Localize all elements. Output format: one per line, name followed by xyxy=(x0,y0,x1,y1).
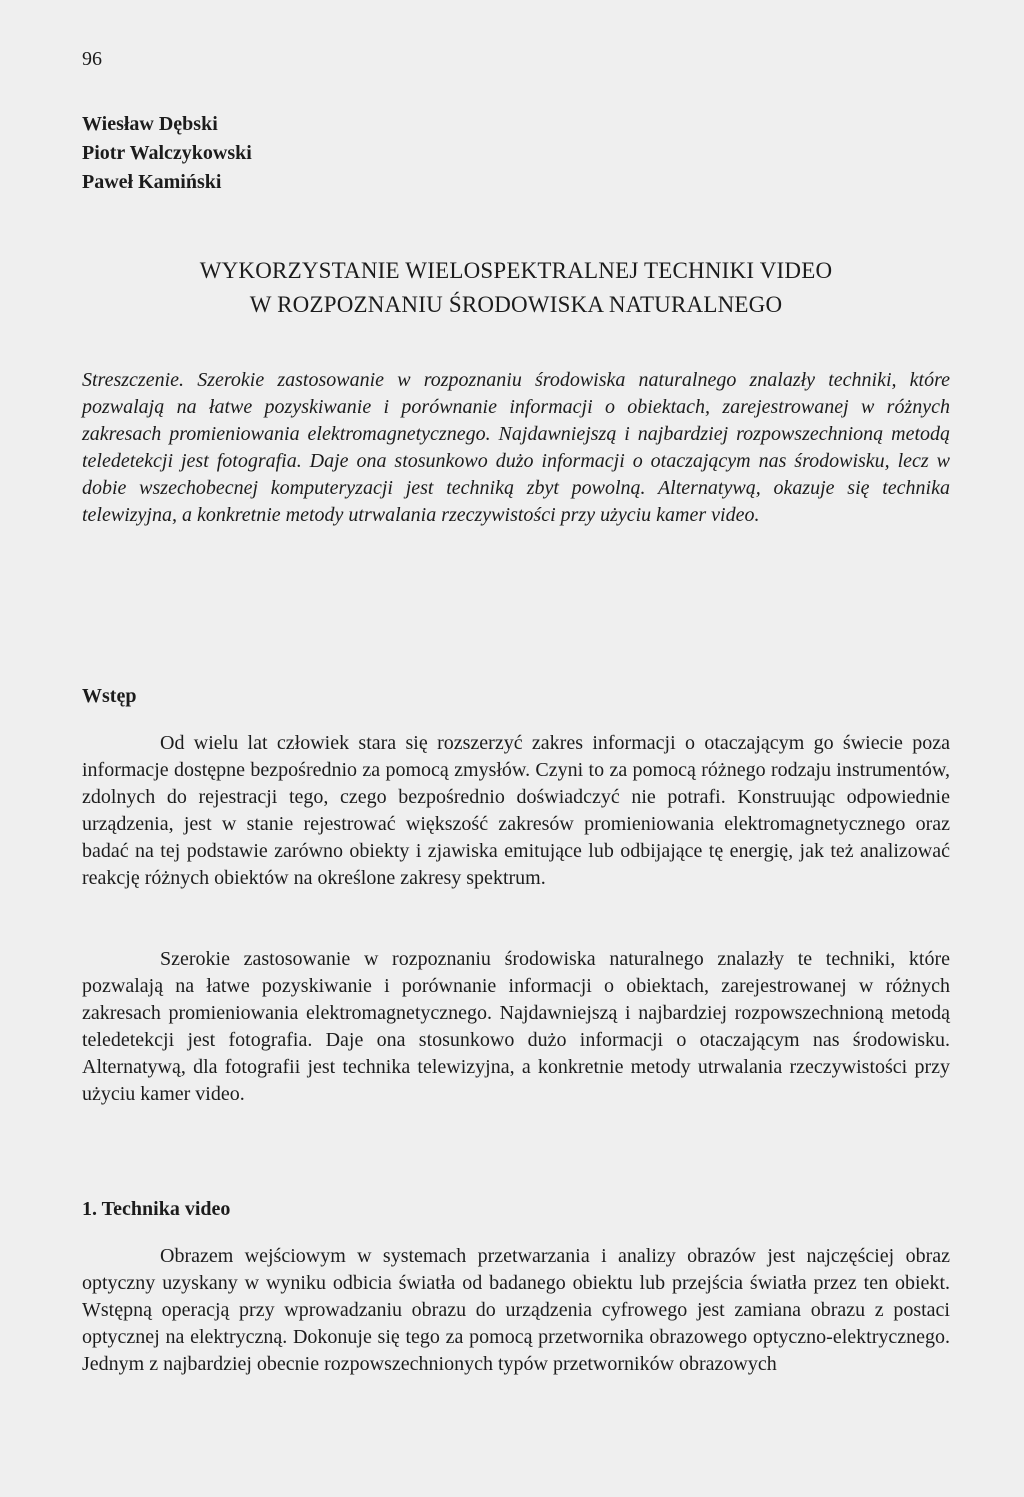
page-number: 96 xyxy=(82,48,102,70)
section-heading-introduction: Wstęp xyxy=(82,685,137,707)
abstract-text: Szerokie zastosowanie w rozpoznaniu środowiska naturalnego znalazły techniki, które pozwalają na łatwe pozyskiwanie i porównanie informacji o obiektach, zarejestrowanej w różnych zakresach promieniowania elektromagnetycznego. Najdawniejszą i najbardziej rozpowszechnioną metodą teledetekcji jest fotografia. Daje ona stosunkowo dużo informacji o otaczającym nas środowisku, lecz w dobie wszechobecnej komputeryzacji jest techniką zbyt powolną. Alternatywą, okazuje się technika telewizyjna, a konkretnie metody utrwalania rzeczywistości przy użyciu kamer video. xyxy=(82,369,951,526)
section-heading-technika-video: 1. Technika video xyxy=(82,1198,231,1220)
paragraph: Szerokie zastosowanie w rozpoznaniu środowiska naturalnego znalazły te techniki, które pozwalają na łatwe pozyskiwanie i porównanie informacji o obiektach, zarejestrowanej w różnych zakresach promieniowania elektromagnetycznego. Najdawniejszą i najbardziej rozpowszechnioną metodą teledetekcji jest fotografia. Daje ona stosunkowo dużo informacji o otaczającym nas środowisku. Alternatywą, dla fotografii jest technika telewizyjna, a konkretnie metody utrwalania rzeczywistości przy użyciu kamer video. xyxy=(82,948,950,1105)
title-line: W ROZPOZNANIU ŚRODOWISKA NATURALNEGO xyxy=(249,292,783,317)
author-name: Piotr Walczykowski xyxy=(82,142,252,164)
paragraph: Obrazem wejściowym w systemach przetwarzania i analizy obrazów jest najczęściej obraz optyczny uzyskany w wyniku odbicia światła od badanego obiektu lub przejścia światła przez ten obiekt. Wstępną operacją przy wprowadzaniu obrazu do urządzenia cyfrowego jest zamiana obrazu z postaci optycznej na elektryczną. Dokonuje się tego za pomocą przetwornika obrazowego optyczno-elektrycznego. Jednym z najbardziej obecnie rozpowszechnionych typów przetworników obrazowych xyxy=(82,1245,950,1375)
author-name: Wiesław Dębski xyxy=(82,113,218,135)
author-list xyxy=(82,110,252,197)
abstract-label: Streszczenie. xyxy=(82,369,185,391)
paragraph: Od wielu lat człowiek stara się rozszerzyć zakres informacji o otaczającym go świecie poza informacje dostępne bezpośrednio za pomocą zmysłów. Czyni to za pomocą różnego rodzaju instrumentów, zdolnych do rejestracji tego, czego bezpośrednio doświadczyć nie potrafi. Konstruując odpowiednie urządzenia, jest w stanie rejestrować większość zakresów promieniowania elektromagnetycznego oraz badać na tej podstawie zarówno obiekty i zjawiska emitujące lub odbijające tę energię, jak też analizować reakcję różnych obiektów na określone zakresy spektrum. xyxy=(82,732,950,889)
title-line: WYKORZYSTANIE WIELOSPEKTRALNEJ TECHNIKI VIDEO xyxy=(199,258,833,283)
author-name: Paweł Kamiński xyxy=(82,171,222,193)
paper-title xyxy=(82,254,950,322)
abstract xyxy=(82,367,950,529)
